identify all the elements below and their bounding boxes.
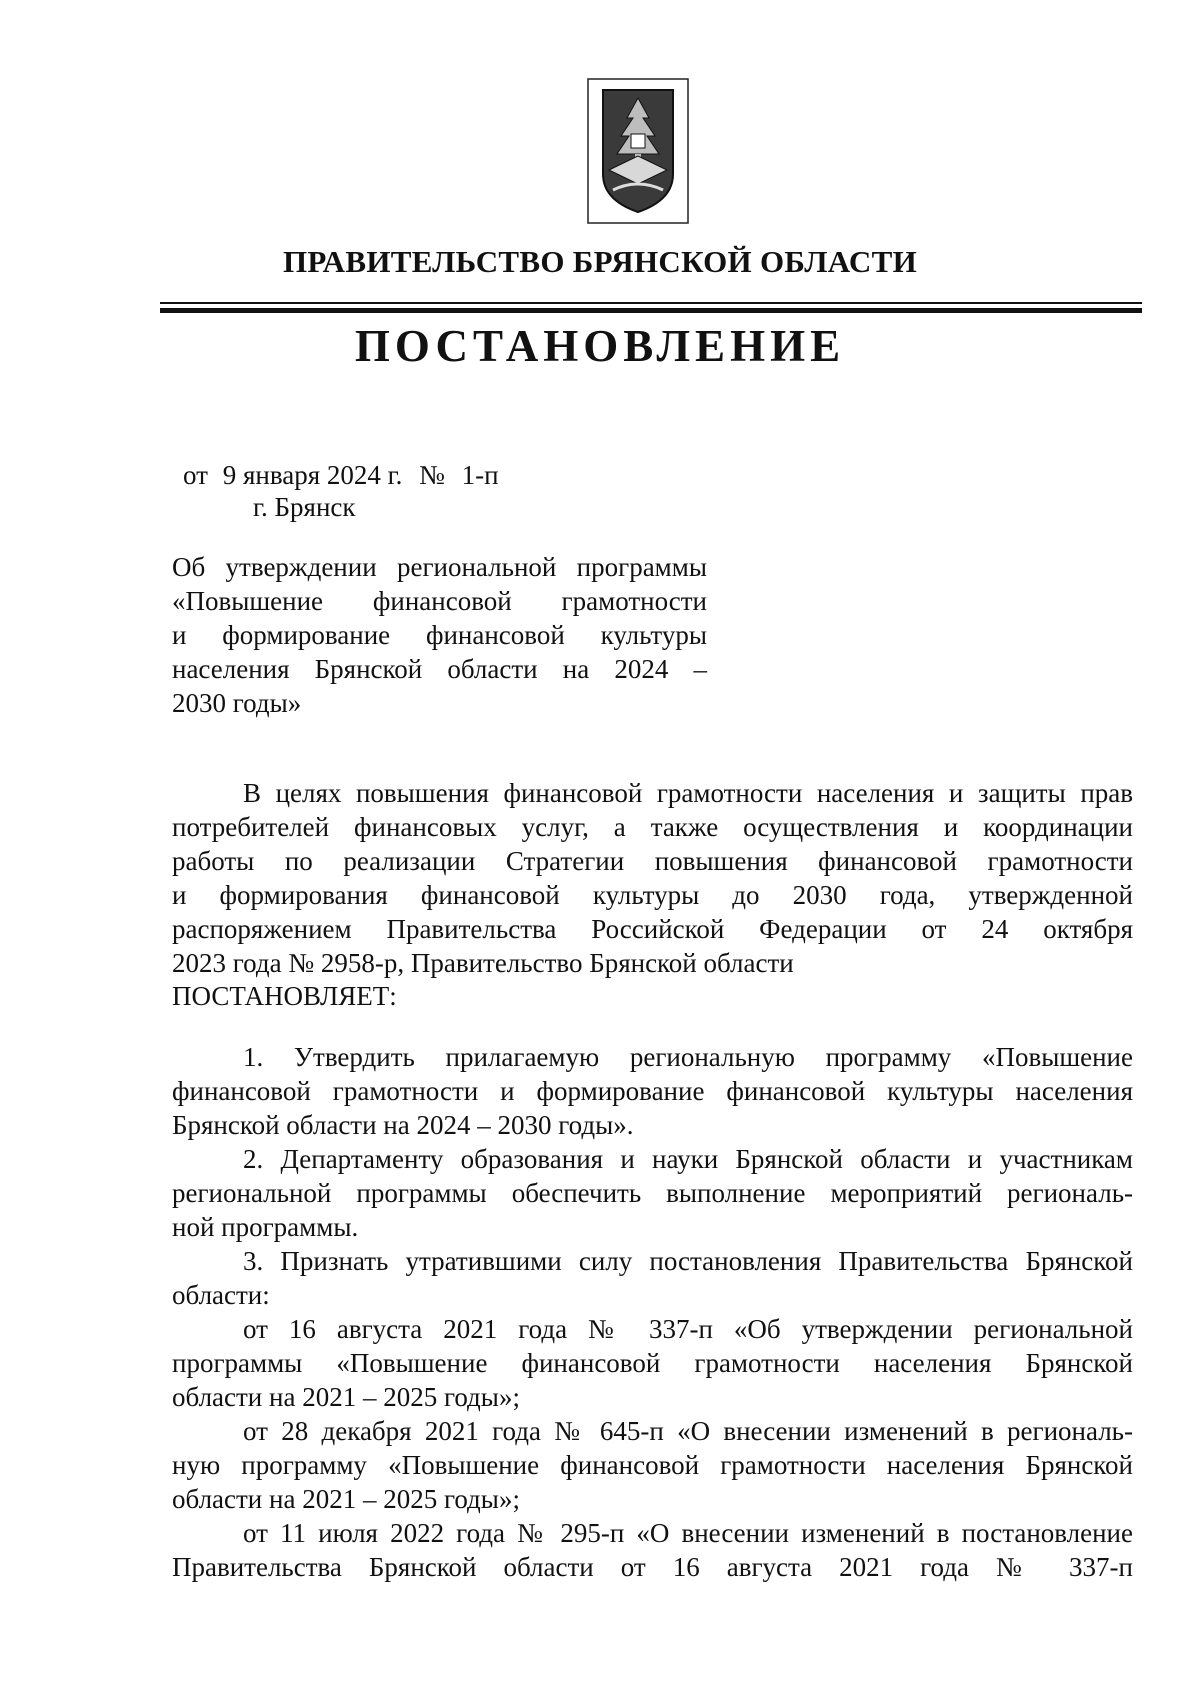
header-rule-thin xyxy=(160,302,1142,304)
body-line: Правительства Брянской области от 16 августа 2021 года № 337-п xyxy=(172,1552,1133,1582)
subject-line: Об утверждении региональной программы xyxy=(172,552,707,582)
organization-title: ПРАВИТЕЛЬСТВО БРЯНСКОЙ ОБЛАСТИ xyxy=(282,244,918,279)
coat-of-arms-icon xyxy=(587,78,689,224)
body-line: ную программу «Повышение финансовой грамотности населения Брянской xyxy=(172,1450,1133,1480)
date-number-line xyxy=(183,458,499,492)
body-line: 2023 года № 2958-р, Правительство Брянской области xyxy=(172,948,794,978)
subject-line: 2030 годы» xyxy=(172,688,302,718)
body-line: от 11 июля 2022 года № 295-п «О внесении изменений в постановление xyxy=(243,1518,1133,1548)
body-line: потребителей финансовых услуг, а также осуществления и координации xyxy=(172,812,1133,842)
body-line: 1. Утвердить прилагаемую региональную программу «Повышение xyxy=(243,1042,1133,1072)
body-line: области на 2021 – 2025 годы»; xyxy=(172,1382,520,1412)
body-line: Брянской области на 2024 – 2030 годы». xyxy=(172,1110,634,1140)
body-line: от 16 августа 2021 года № 337-п «Об утверждении региональной xyxy=(243,1314,1133,1344)
body-line: ПОСТАНОВЛЯЕТ: xyxy=(172,981,397,1011)
body-line: работы по реализации Стратегии повышения финансовой грамотности xyxy=(172,846,1133,876)
body-line: распоряжением Правительства Российской Федерации от 24 октября xyxy=(172,914,1133,944)
body-line: В целях повышения финансовой грамотности населения и защиты прав xyxy=(243,778,1133,808)
header-rule-thick xyxy=(160,308,1142,313)
body-line: области на 2021 – 2025 годы»; xyxy=(172,1484,520,1514)
document-type-title: ПОСТАНОВЛЕНИЕ xyxy=(354,321,846,371)
body-line: 2. Департаменту образования и науки Брянской области и участникам xyxy=(243,1144,1133,1174)
date-prefix: от xyxy=(183,460,208,490)
body-line: региональной программы обеспечить выполнение мероприятий региональ- xyxy=(172,1178,1133,1208)
body-line: финансовой грамотности и формирование финансовой культуры населения xyxy=(172,1076,1133,1106)
document-city: г. Брянск xyxy=(253,492,356,522)
body-line: ной программы. xyxy=(172,1212,359,1242)
document-date: 9 января 2024 г. xyxy=(222,460,403,490)
document-number: 1-п xyxy=(461,460,499,490)
body-line: программы «Повышение финансовой грамотности населения Брянской xyxy=(172,1348,1133,1378)
body-line: от 28 декабря 2021 года № 645-п «О внесении изменений в региональ- xyxy=(243,1416,1133,1446)
subject-line: «Повышение финансовой грамотности xyxy=(172,586,707,616)
subject-line: и формирование финансовой культуры xyxy=(172,620,707,650)
body-line: области: xyxy=(172,1280,270,1310)
number-sign: № xyxy=(419,460,445,490)
subject-line: населения Брянской области на 2024 – xyxy=(172,654,707,684)
body-line: 3. Признать утратившими силу постановления Правительства Брянской xyxy=(243,1246,1133,1276)
body-line: и формирования финансовой культуры до 2030 года, утвержденной xyxy=(172,880,1133,910)
